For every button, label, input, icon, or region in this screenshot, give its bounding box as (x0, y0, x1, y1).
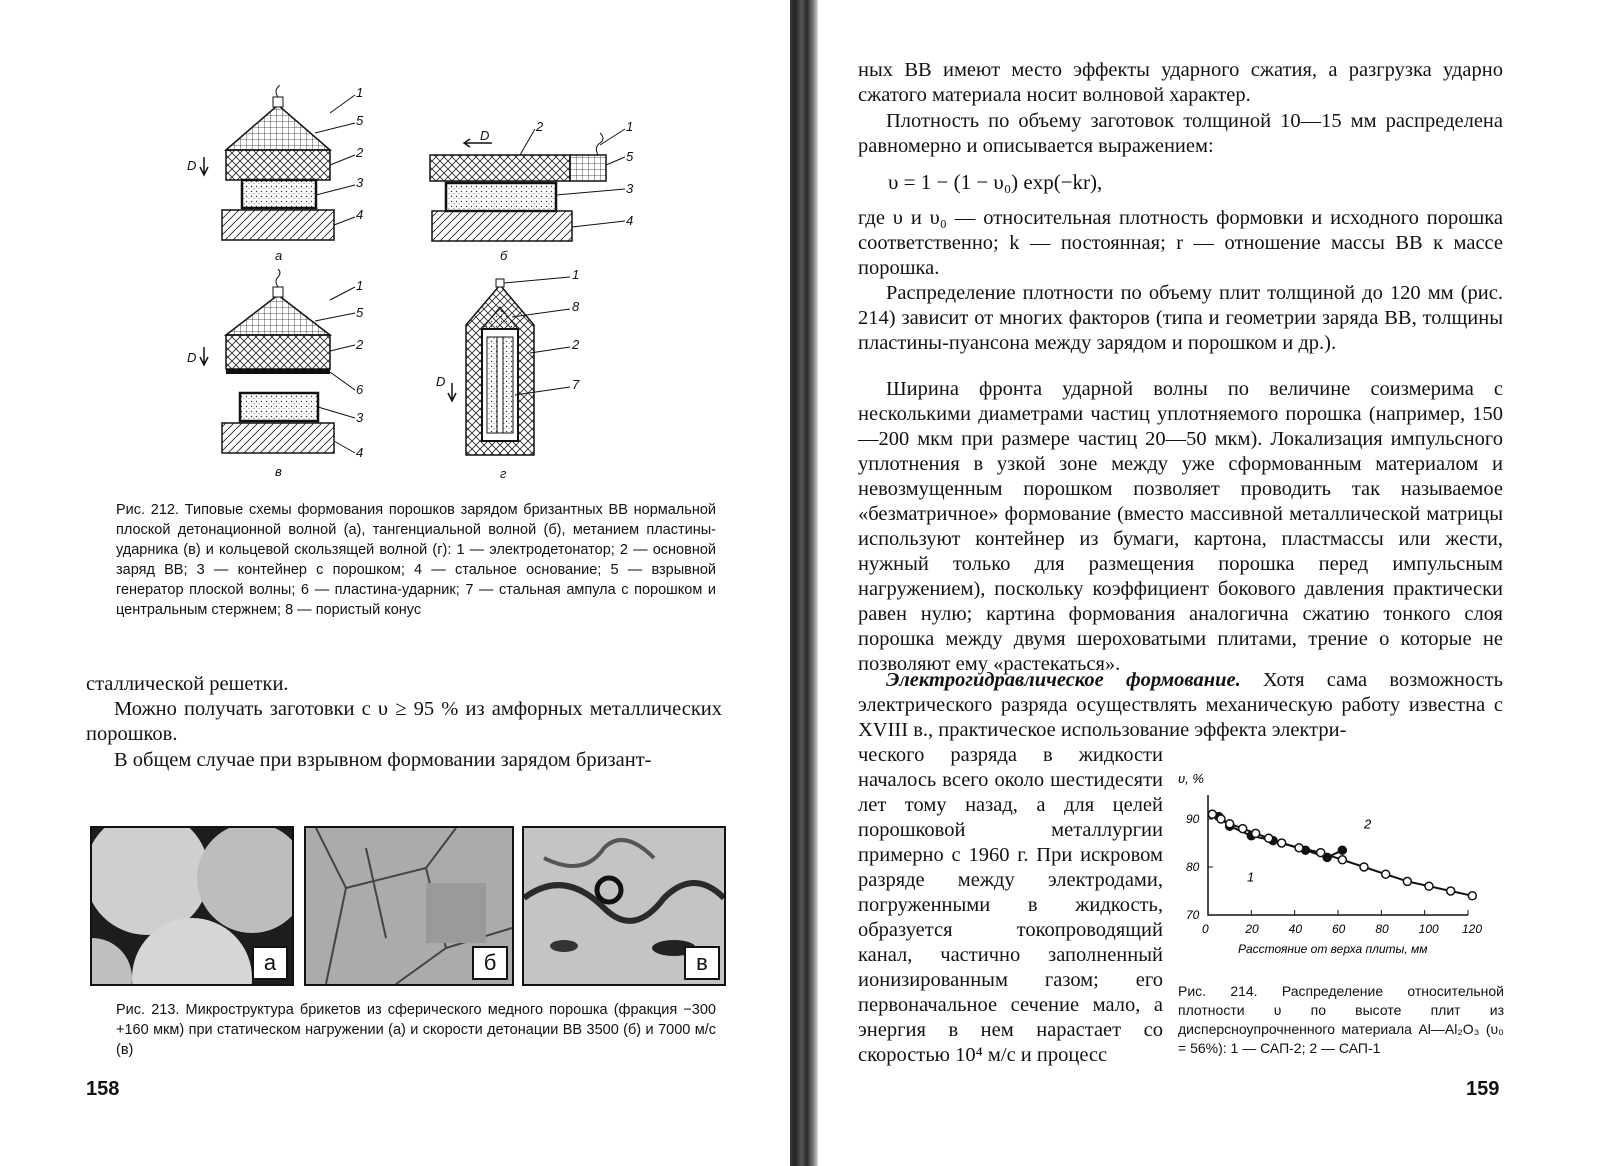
right-paragraph-4: Распределение плотности по объему плит толщиной до 120 мм (рис. 214) зависит от многих факторов (типа и геометрии заряда ВВ, толщины пластины-пуансона между зарядом и порошком и др.). (858, 282, 1503, 354)
chart-x-tick-label: 80 (1375, 922, 1389, 936)
label-1a: 1 (356, 85, 364, 100)
right-paragraph-3: где υ и υ₀ — относительная плотность формовки и исходного порошка соответственно; k — постоянная; r — отношение массы ВВ к массе порошка. (858, 207, 1503, 279)
figure-214-chart (1166, 765, 1486, 965)
chart-x-tick-label: 20 (1245, 922, 1259, 936)
label-4a: 4 (356, 207, 364, 222)
chart-series-2-point (1252, 829, 1260, 837)
chart-series-2-point (1382, 870, 1390, 878)
density-formula: υ = 1 − (1 − υ₀) exp(−kr), (888, 170, 1103, 194)
label-b: б (500, 248, 508, 263)
chart-series-2-point (1217, 815, 1225, 823)
label-1v: 1 (356, 278, 364, 293)
label-4b: 4 (626, 213, 634, 228)
chart-series-2-label: 2 (1364, 816, 1372, 832)
left-paragraph-2: Можно получать заготовки с υ ≥ 95 % из амфорных металлических порошков. (86, 698, 722, 745)
label-5b: 5 (626, 149, 634, 164)
right-page (818, 0, 1601, 1166)
chart-y-tick-label: 80 (1186, 860, 1200, 874)
chart-x-label: Расстояние от верха плиты, мм (1238, 942, 1428, 956)
chart-series-2-point (1239, 825, 1247, 833)
right-paragraph-7: ческого разряда в жидкости началось всего около шестидесяти лет тому назад, а для целей порошковой металлургии примерно с 1960 г. При искровом разряде между электродами, погруженными в жидкость, образуется токопроводящий канал, частично заполненный ионизированным газом; его первоначальное сечение мало, а энергия в нем нарастает со скоростью 10⁴ м/с и процесс (858, 744, 1163, 1066)
label-a: а (275, 248, 283, 263)
scheme-b (430, 129, 625, 241)
chart-series-2-point (1338, 856, 1346, 864)
label-2b: 2 (536, 119, 544, 134)
micrograph-a (90, 826, 294, 986)
scheme-a (200, 85, 355, 240)
chart-axes (1208, 795, 1468, 915)
right-paragraph-5: Ширина фронта ударной волны по величине соизмерима с несколькими диаметрами частиц уплотняемого порошка (например, 150—200 мкм при размере частиц 20—50 мкм). Локализация импульсного уплотнения в узкой зоне между уже сформованным материалом и невозмущенным порошком позволяет проводить так называемое «безматричное» формование (вместо массивной металлической матрицы используют контейнер из бумаги, картона, пластмассы или жести, нужный только для размещения порошка перед импульсным нагружением), поскольку коэффициент бокового давления практически равен нулю; картина формования аналогична сжатию тонкого слоя порошка между двумя шероховатыми плитами, трение о которые не позволяют ему «растекаться». (858, 378, 1503, 675)
chart-series-2-point (1447, 887, 1455, 895)
label-5v: 5 (356, 305, 364, 320)
label-2a: 2 (356, 145, 364, 160)
left-paragraph-3: В общем случае при взрывном формовании зарядом бризант- (114, 749, 652, 771)
label-D-v: D (187, 350, 197, 365)
section-heading: Электрогидравлическое формование. (886, 669, 1241, 691)
book-spine (790, 0, 818, 1166)
page-number-left: 158 (86, 1078, 120, 1100)
right-paragraph-2: Плотность по объему заготовок толщиной 10—15 мм распределена равномерно и описывается выражением: (858, 110, 1503, 157)
section-text: Хотя сама возможность электрического разряда осуществлять механическую работу известна с XVIII в., практическое использование эффекта электри- (858, 669, 1503, 741)
scheme-v (200, 269, 355, 453)
chart-series-2-point (1468, 892, 1476, 900)
label-g: г (500, 466, 507, 481)
label-D-g: D (436, 374, 446, 389)
label-D-a: D (187, 158, 197, 173)
label-8g: 8 (572, 299, 580, 314)
scheme-g (448, 277, 570, 455)
label-1b: 1 (626, 119, 634, 134)
chart-x-tick-label: 0 (1202, 922, 1209, 936)
chart-series-1-label: 1 (1247, 869, 1255, 885)
label-2g: 2 (572, 337, 580, 352)
label-3v: 3 (356, 410, 364, 425)
chart-x-tick-label: 100 (1418, 922, 1439, 936)
chart-y-tick-label: 90 (1186, 812, 1200, 826)
left-paragraph-1: сталлической решетки. (86, 673, 289, 695)
micrograph-v-tag: в (684, 946, 720, 980)
chart-series-2-point (1265, 834, 1273, 842)
label-v: в (275, 464, 282, 479)
left-page (0, 0, 790, 1166)
chart-x-tick-label: 120 (1462, 922, 1483, 936)
micrograph-b-tag: б (472, 946, 508, 980)
micrograph-v (522, 826, 726, 986)
label-2v: 2 (356, 337, 364, 352)
chart-y-tick-label: 70 (1186, 908, 1200, 922)
chart-series-2-point (1226, 820, 1234, 828)
chart-series-2-point (1278, 839, 1286, 847)
micrograph-a-tag: а (252, 946, 288, 980)
label-5a: 5 (356, 113, 364, 128)
label-4v: 4 (356, 445, 364, 460)
label-7g: 7 (572, 377, 580, 392)
label-3a: 3 (356, 175, 364, 190)
figure-213-caption: Рис. 213. Микроструктура брикетов из сферического медного порошка (фракция −300 +160 мкм) при статическом нагружении (а) и скорости детонации ВВ 3500 (б) и 7000 м/с (в) (116, 1002, 716, 1058)
page-number-right: 159 (1466, 1078, 1500, 1100)
chart-series-2-point (1295, 844, 1303, 852)
right-paragraph-1: ных ВВ имеют место эффекты ударного сжатия, а разгрузка ударно сжатого материала носит волновой характер. (858, 59, 1503, 106)
label-6v: 6 (356, 382, 364, 397)
chart-series-2-point (1425, 882, 1433, 890)
figure-212-caption: Рис. 212. Типовые схемы формования порошков зарядом бризантных ВВ нормальной плоской детонационной волной (а), тангенциальной волной (б), метанием пластины-ударника (в) и кольцевой скользящей волной (г): 1 — электродетонатор; 2 — основной заряд ВВ; 3 — контейнер с порошком; 4 — стальное основание; 5 — взрывной генератор плоской волны; 6 — пластина-ударник; 7 — стальная ампула с порошком и центральным стержнем; 8 — пористый конус (116, 502, 716, 618)
chart-series-2-point (1403, 877, 1411, 885)
chart-x-tick-label: 60 (1332, 922, 1346, 936)
chart-y-label: υ, % (1178, 771, 1204, 786)
chart-series-2-point (1317, 849, 1325, 857)
micrograph-b (304, 826, 514, 986)
label-D-b: D (480, 128, 490, 143)
right-paragraph-6 (858, 668, 1503, 743)
chart-series-2-point (1360, 863, 1368, 871)
label-1g: 1 (572, 267, 580, 282)
chart-x-tick-label: 40 (1288, 922, 1303, 936)
chart-series-2-point (1208, 810, 1216, 818)
figure-214-caption: Рис. 214. Распределение относительной плотности υ по высоте плит из дисперсноупрочненного материала Al—Al₂O₃ (υ₀ = 56%): 1 — САП-2; 2 — САП-1 (1178, 983, 1504, 1056)
label-3b: 3 (626, 181, 634, 196)
chart-series-1-point (1338, 846, 1346, 854)
figure-212-diagram (180, 85, 740, 485)
